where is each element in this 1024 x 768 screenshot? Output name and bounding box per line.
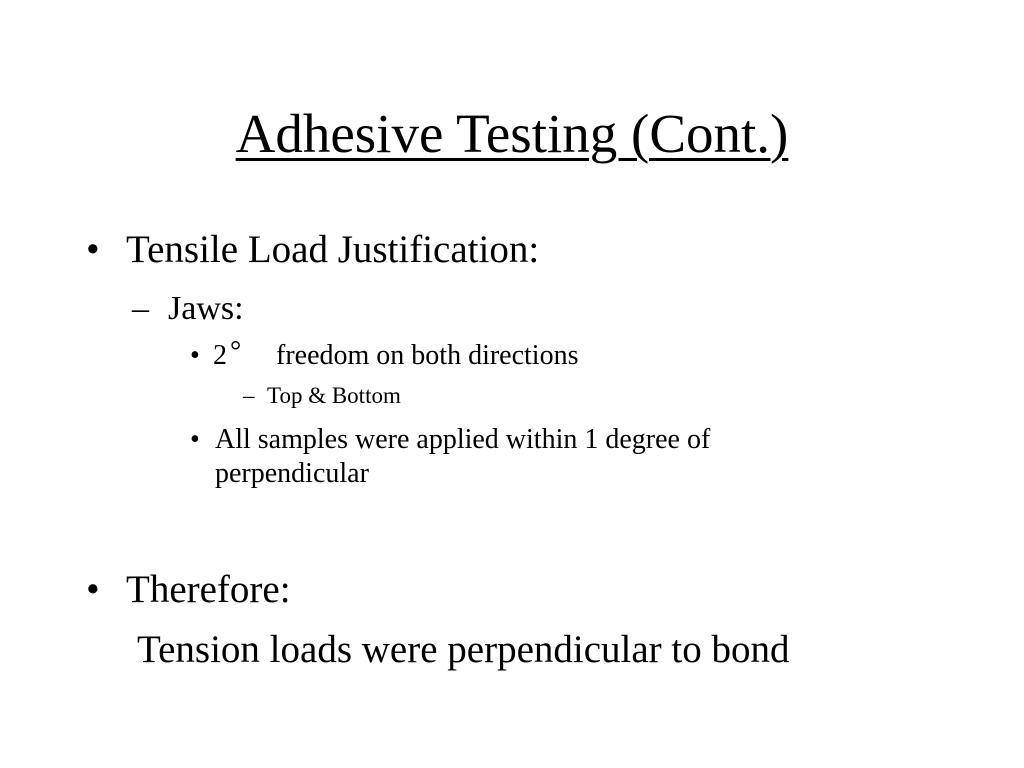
bullet-text: Top & Bottom bbox=[267, 383, 401, 408]
bullet-tensile-load bbox=[86, 228, 646, 272]
bullet-text: freedom on both directions bbox=[276, 340, 579, 371]
bullet-marker: • bbox=[86, 568, 100, 611]
bullet-marker: • bbox=[86, 228, 100, 271]
bullet-text: Tensile Load Justification: bbox=[126, 228, 540, 271]
bullet-text: Jaws: bbox=[168, 290, 244, 327]
bullet-jaws bbox=[132, 289, 292, 329]
slide-title: Adhesive Testing (Cont.) bbox=[235, 103, 789, 164]
degree-symbol: ° bbox=[230, 336, 242, 367]
conclusion-text: Tension loads were perpendicular to bond bbox=[137, 628, 790, 671]
bullet-text: All samples were applied within 1 degree of perpendicular bbox=[215, 424, 711, 489]
bullet-freedom bbox=[190, 336, 670, 373]
bullet-text: Therefore: bbox=[126, 568, 291, 611]
degree-value: 2 bbox=[213, 340, 227, 371]
bullet-top-bottom bbox=[243, 382, 453, 410]
bullet-therefore bbox=[86, 568, 346, 612]
dash-marker: – bbox=[243, 383, 255, 408]
bullet-all-samples bbox=[190, 423, 840, 495]
bullet-marker: • bbox=[190, 340, 200, 371]
bullet-marker: • bbox=[190, 424, 200, 455]
dash-marker: – bbox=[132, 290, 149, 327]
